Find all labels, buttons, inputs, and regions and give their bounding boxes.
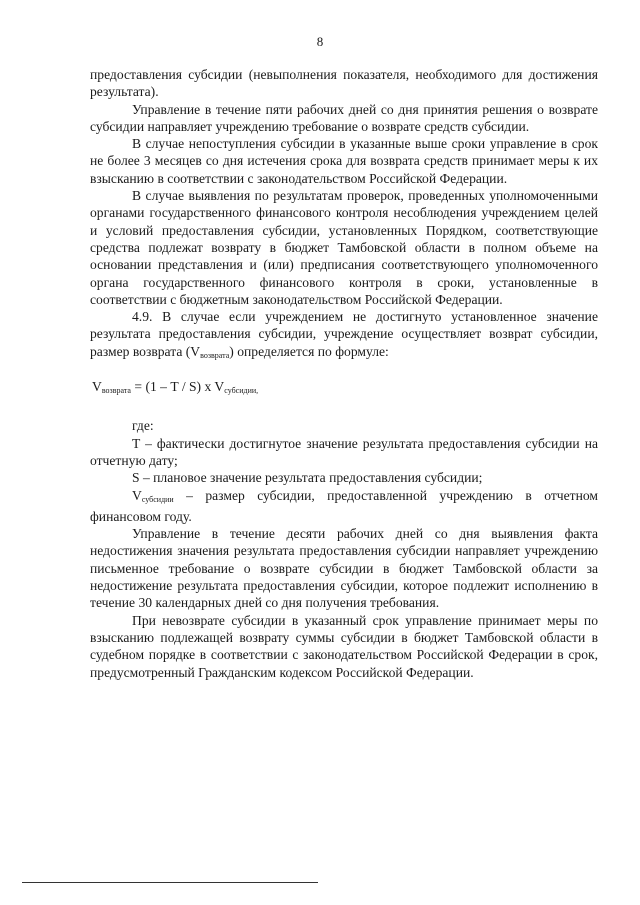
definition-v-subscript: субсидии bbox=[141, 494, 174, 504]
formula-middle: = (1 – T / S) x V bbox=[130, 379, 225, 395]
page-number: 8 bbox=[316, 34, 324, 49]
formula-sub-right: субсидии, bbox=[224, 386, 259, 396]
footer-divider bbox=[22, 882, 318, 883]
paragraph-non-receipt: В случае непоступления субсидии в указанные выше сроки управление в срок не более 3 месяцев со дня истечения срока для возврата средств принимает меры к их взысканию в соответствии с законодательством Российской Федерации. bbox=[90, 136, 598, 186]
document-body bbox=[90, 66, 598, 681]
paragraph-4-9-tail: ) определяется по формуле: bbox=[229, 343, 389, 359]
definition-v-letter: V bbox=[132, 487, 142, 503]
formula-sub-left: возврата bbox=[101, 386, 131, 396]
paragraph-inspection-violations: В случае выявления по результатам проверок, проведенных уполномоченными органами государственного финансового контроля несоблюдения учреждением целей и условий предоставления субсидии, установленных Порядком, соответствующие средства подлежат возврату в бюджет Тамбовской области в полном объеме на основании представления и (или) предписания соответствующего уполномоченного органа государственного финансового контроля в сроки, установленные в соответствии с бюджетным законодательством Российской Федерации. bbox=[90, 188, 598, 307]
definition-v bbox=[90, 487, 598, 526]
paragraph-return-notice: Управление в течение пяти рабочих дней со дня принятия решения о возврате субсидии направляет учреждению требование о возврате средств субсидии. bbox=[90, 101, 598, 134]
return-subscript: возврата bbox=[200, 350, 230, 360]
paragraph-recovery: При невозврате субсидии в указанный срок управление принимает меры по взысканию подлежащей возврату суммы субсидии в бюджет Тамбовской области в судебном порядке в соответствии с законодательством Российской Федерации в срок, предусмотренный Гражданским кодексом Российской Федерации. bbox=[90, 612, 598, 680]
paragraph-continuation: предоставления субсидии (невыполнения показателя, необходимого для достижения результата). bbox=[90, 67, 598, 100]
paragraph-4-9 bbox=[90, 308, 598, 364]
definition-s: S – плановое значение результата предоставления субсидии; bbox=[132, 470, 483, 486]
formula-v-left: V bbox=[92, 379, 102, 395]
where-label: где: bbox=[132, 418, 154, 434]
definition-t: T – фактически достигнутое значение результата предоставления субсидии на отчетную дату; bbox=[90, 435, 598, 468]
return-formula bbox=[92, 378, 598, 399]
definition-v-text: – размер субсидии, предоставленной учреждению в отчетном финансовом году. bbox=[90, 487, 598, 524]
paragraph-4-9-text: 4.9. В случае если учреждением не достигнуто установленное значение результата предоставления субсидии, учреждение осуществляет возврат субсидии, размер возврата (V bbox=[90, 309, 598, 359]
paragraph-written-demand: Управление в течение десяти рабочих дней со дня выявления факта недостижения значения результата предоставления субсидии направляет учреждению письменное требование о возврате субсидии в бюджет Тамбовской области за недостижение результата предоставления субсидии, которое подлежит исполнению в течение 30 календарных дней со дня получения требования. bbox=[90, 526, 598, 611]
